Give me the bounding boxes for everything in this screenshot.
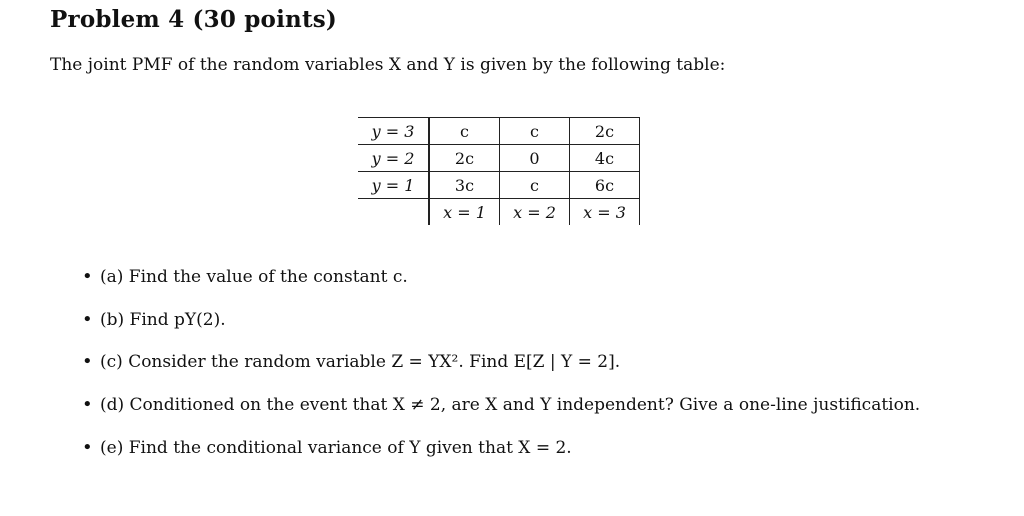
x-label-row	[358, 199, 640, 226]
question-text: (d) Conditioned on the event that X ≠ 2, are X and Y independent? Give a one-line justification.	[100, 395, 921, 416]
x-label: x = 3	[570, 199, 640, 226]
pmf-cell: 2c	[429, 145, 500, 172]
x-label: x = 2	[500, 199, 570, 226]
question-text: (b) Find pY(2).	[100, 309, 226, 330]
pmf-cell: c	[500, 172, 570, 199]
bullet-icon: •	[82, 266, 93, 287]
list-item	[82, 390, 920, 433]
bullet-icon: •	[82, 308, 93, 330]
pmf-cell: 2c	[570, 118, 640, 145]
pmf-cell: 3c	[429, 172, 500, 199]
bullet-icon: •	[82, 394, 93, 416]
pmf-cell: c	[429, 118, 500, 145]
pmf-cell: 0	[500, 145, 570, 172]
x-label: x = 1	[429, 199, 500, 226]
pmf-cell: 4c	[570, 145, 640, 172]
empty-corner-cell	[358, 199, 429, 226]
problem-intro: The joint PMF of the random variables X and Y is given by the following table:	[50, 55, 726, 75]
table-row	[358, 172, 640, 199]
pmf-cell: 6c	[570, 172, 640, 199]
list-item	[82, 262, 920, 305]
bullet-icon: •	[82, 436, 93, 458]
question-text: (a) Find the value of the constant c.	[100, 267, 408, 287]
y-label: y = 1	[358, 172, 429, 199]
table-row	[358, 145, 640, 172]
list-item	[82, 305, 920, 348]
y-label: y = 2	[358, 145, 429, 172]
y-label: y = 3	[358, 118, 429, 145]
list-item	[82, 433, 920, 476]
bullet-icon: •	[82, 351, 93, 373]
joint-pmf-table	[358, 117, 640, 225]
question-list	[82, 262, 920, 475]
pmf-cell: c	[500, 118, 570, 145]
table-row	[358, 118, 640, 145]
list-item	[82, 347, 920, 390]
question-text: (c) Consider the random variable Z = YX². Find E[Z | Y = 2].	[100, 352, 621, 373]
question-text: (e) Find the conditional variance of Y given that X = 2.	[100, 437, 572, 458]
problem-title: Problem 4 (30 points)	[50, 6, 337, 33]
